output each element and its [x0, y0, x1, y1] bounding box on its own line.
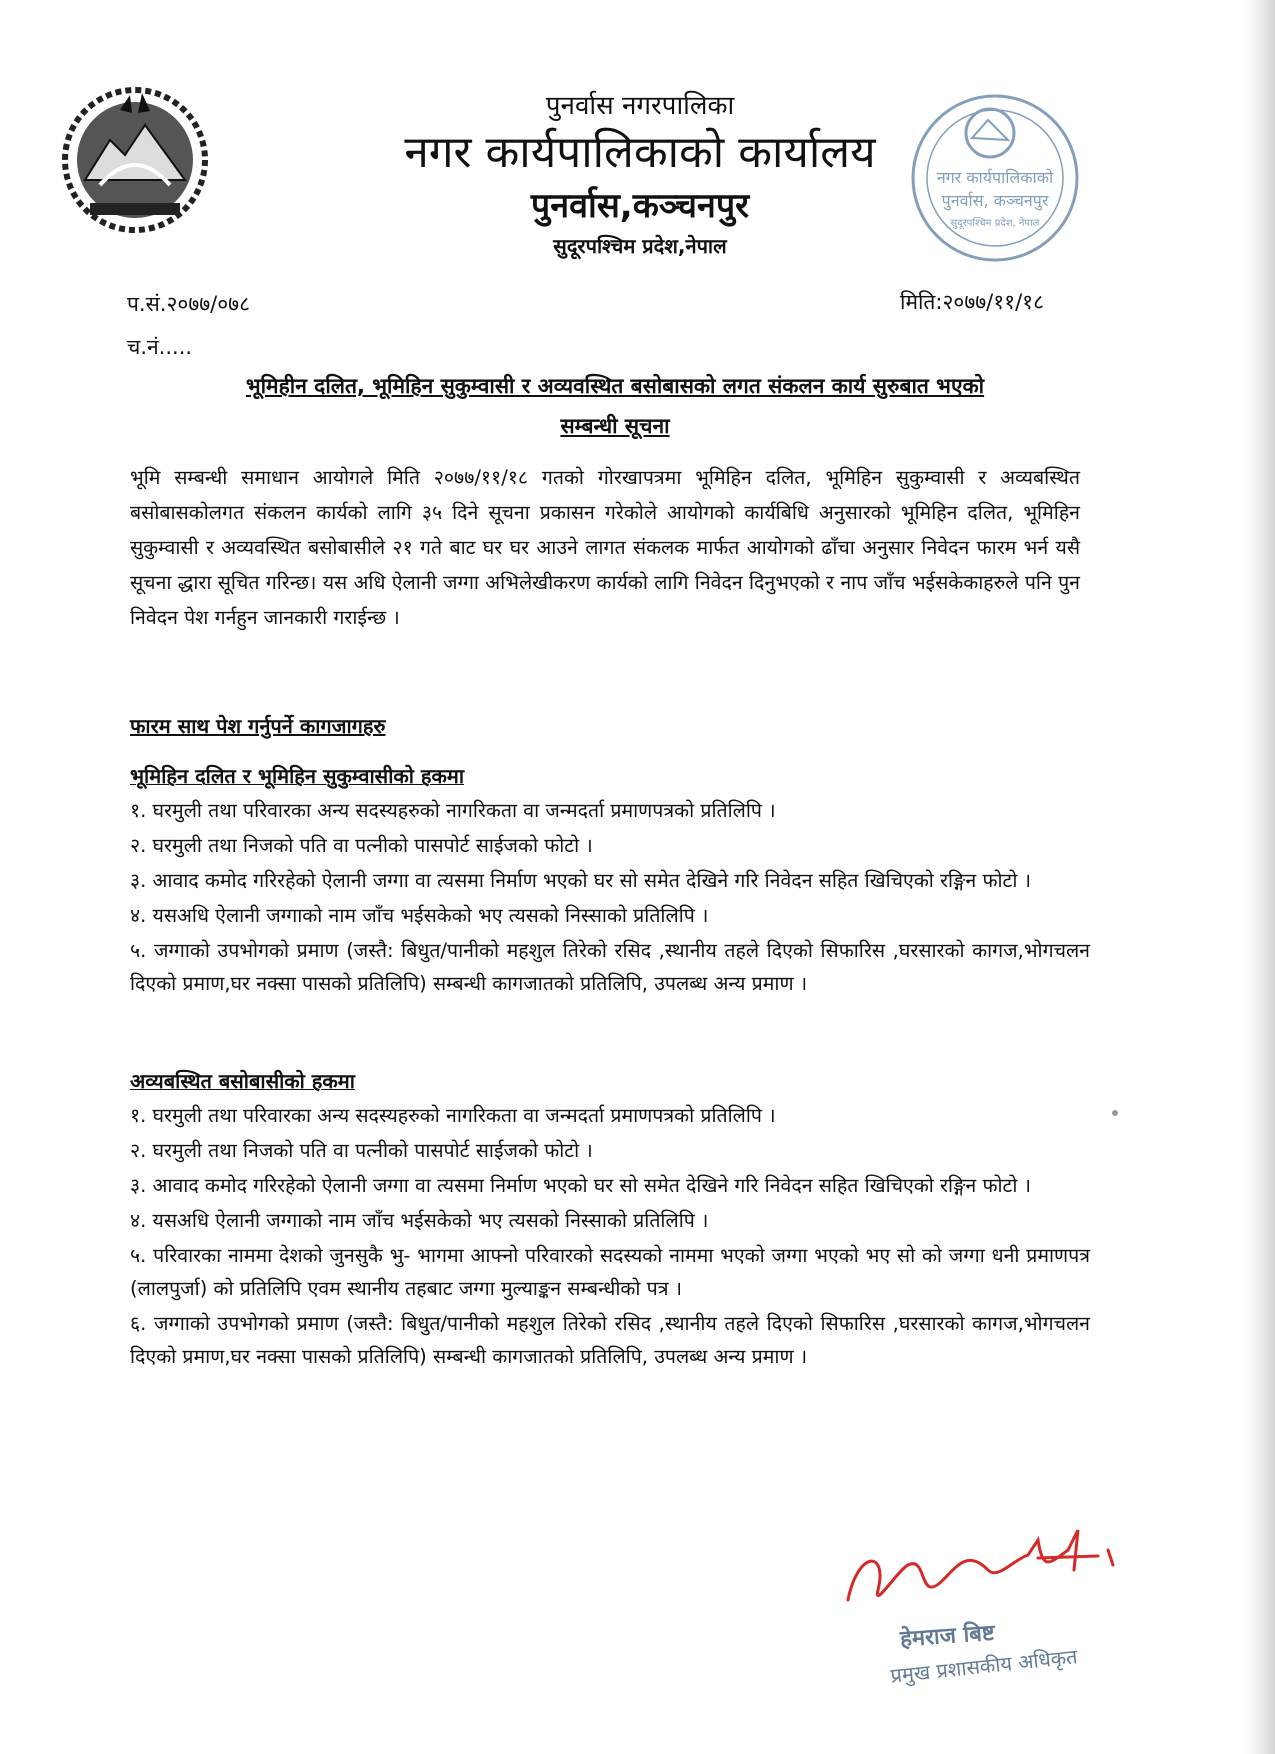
- section-title: भूमिहिन दलित र भूमिहिन सुकुम्वासीको हकमा: [130, 764, 464, 788]
- list-item: २. घरमुली तथा निजको पति वा पत्नीको पासपोर्ट साईजको फोटो ।: [130, 834, 593, 857]
- svg-text:सुदूरपश्चिम प्रदेश, नेपाल: सुदूरपश्चिम प्रदेश, नेपाल: [950, 218, 1040, 229]
- office-location: पुनर्वास,कञ्चनपुर: [530, 186, 750, 226]
- handwritten-signature-icon: [838, 1510, 1138, 1630]
- subject-line-2: सम्बन्धी सूचना: [560, 414, 670, 438]
- letterhead: [380, 88, 900, 262]
- notice-body: भूमि सम्बन्धी समाधान आयोगले मिति २०७७/११/१८ गतको गोरखापत्रमा भूमिहिन दलित, भूमिहिन सुकुम्वासी र अव्यबस्थित बसोबासकोलगत संकलन कार्यको लागि ३५ दिने सूचना प्रकासन गरेकोले आयोगको कार्यबिधि अनुसारको भूमिहिन दलित, भूमिहिन सुकुम्वासी र अव्यवस्थित बसोबासीले २१ गते बाट घर घर आउने लागत संकलक मार्फत आयोगको ढाँचा अनुसार निवेदन फारम भर्न यसै सूचना द्धारा सूचित गरिन्छ। यस अधि ऐलानी जग्गा अभिलेखीकरण कार्यको लागि निवेदन दिनुभएको र नाप जाँच भईसकेकाहरुले पनि पुन निवेदन पेश गर्नहुन जानकारी गराईन्छ ।: [130, 466, 1080, 629]
- municipality-name: पुनर्वास नगरपालिका: [545, 91, 735, 121]
- documents-heading: फारम साथ पेश गर्नुपर्ने कागजागहरु: [130, 714, 386, 738]
- letter-date: मिति:२०७७/११/१८: [900, 290, 1044, 314]
- list-item: ३. आवाद कमोद गरिरहेको ऐलानी जग्गा वा त्यसमा निर्माण भएको घर सो समेत देखिने गरि निवेदन सहित खिचिएको रङ्गिन फोटो ।: [130, 1174, 1032, 1197]
- list-item: ५. परिवारका नाममा देशको जुनसुकै भु- भागमा आफ्नो परिवारको सदस्यको नाममा भएको जग्गा भएको भए सो को जग्गा धनी प्रमाणपत्र (लालपुर्जा) को प्रतिलिपि एवम स्थानीय तहबाट जग्गा मुल्याङ्कन सम्बन्धीको पत्र ।: [130, 1244, 1090, 1300]
- list-item: ३. आवाद कमोद गरिरहेको ऐलानी जग्गा वा त्यसमा निर्माण भएको घर सो समेत देखिने गरि निवेदन सहित खिचिएको रङ्गिन फोटो ।: [130, 869, 1032, 892]
- chalani-number: च.नं.....: [127, 335, 193, 359]
- list-item: ५. जग्गाको उपभोगको प्रमाण (जस्तै: बिधुत/पानीको महशुल तिरेको रसिद ,स्थानीय तहले दिएको सिफारिस ,घरसारको कागज,भोगचलन दिएको प्रमाण,घर नक्सा पासको प्रतिलिपि) सम्बन्धी कागजातको प्रतिलिपि, उपलब्ध अन्य प्रमाण ।: [130, 939, 1090, 995]
- notice-subject: [150, 366, 1080, 446]
- scan-speck: [1112, 1110, 1118, 1116]
- patra-sankhya: प.सं.२०७७/०७८: [127, 292, 250, 316]
- list-item: २. घरमुली तथा निजको पति वा पत्नीको पासपोर्ट साईजको फोटो ।: [130, 1139, 593, 1162]
- svg-text:नगर कार्यपालिकाको: नगर कार्यपालिकाको: [936, 168, 1054, 187]
- section-landless-dalit: [130, 760, 1090, 1000]
- scan-shadow-edge: [1245, 0, 1275, 1754]
- list-item: ६. जग्गाको उपभोगको प्रमाण (जस्तै: बिधुत/पानीको महशुल तिरेको रसिद ,स्थानीय तहले दिएको सिफारिस ,घरसारको कागज,भोगचलन दिएको प्रमाण,घर नक्सा पासको प्रतिलिपि) सम्बन्धी कागजातको प्रतिलिपि, उपलब्ध अन्य प्रमाण ।: [130, 1312, 1090, 1368]
- section-unmanaged-settlers: [130, 1065, 1090, 1373]
- municipality-stamp-icon: [900, 88, 1090, 268]
- subject-line-1: भूमिहीन दलित, भूमिहिन सुकुम्वासी र अव्यवस्थित बसोबासको लगत संकलन कार्य सुरुबात भएको: [245, 374, 985, 398]
- list-item: ४. यसअधि ऐलानी जग्गाको नाम जाँच भईसकेको भए त्यसको निस्साको प्रतिलिपि ।: [130, 904, 709, 927]
- list-item: १. घरमुली तथा परिवारका अन्य सदस्यहरुको नागरिकता वा जन्मदर्ता प्रमाणपत्रको प्रतिलिपि ।: [130, 799, 776, 822]
- office-name: नगर कार्यपालिकाको कार्यालय: [404, 127, 876, 178]
- signatory-title: प्रमुख प्रशासकीय अधिकृत: [889, 1644, 1079, 1688]
- section-title: अव्यबस्थित बसोबासीको हकमा: [130, 1069, 355, 1093]
- list-item: ४. यसअधि ऐलानी जग्गाको नाम जाँच भईसकेको भए त्यसको निस्साको प्रतिलिपि ।: [130, 1209, 709, 1232]
- svg-text:पुनर्वास, कञ्चनपुर: पुनर्वास, कञ्चनपुर: [941, 191, 1049, 210]
- province-name: सुदूरपश्चिम प्रदेश,नेपाल: [553, 234, 727, 258]
- nepal-emblem-icon: [60, 85, 210, 235]
- signatory-name: हेमराज बिष्ट: [899, 1620, 996, 1653]
- list-item: १. घरमुली तथा परिवारका अन्य सदस्यहरुको नागरिकता वा जन्मदर्ता प्रमाणपत्रको प्रतिलिपि ।: [130, 1104, 776, 1127]
